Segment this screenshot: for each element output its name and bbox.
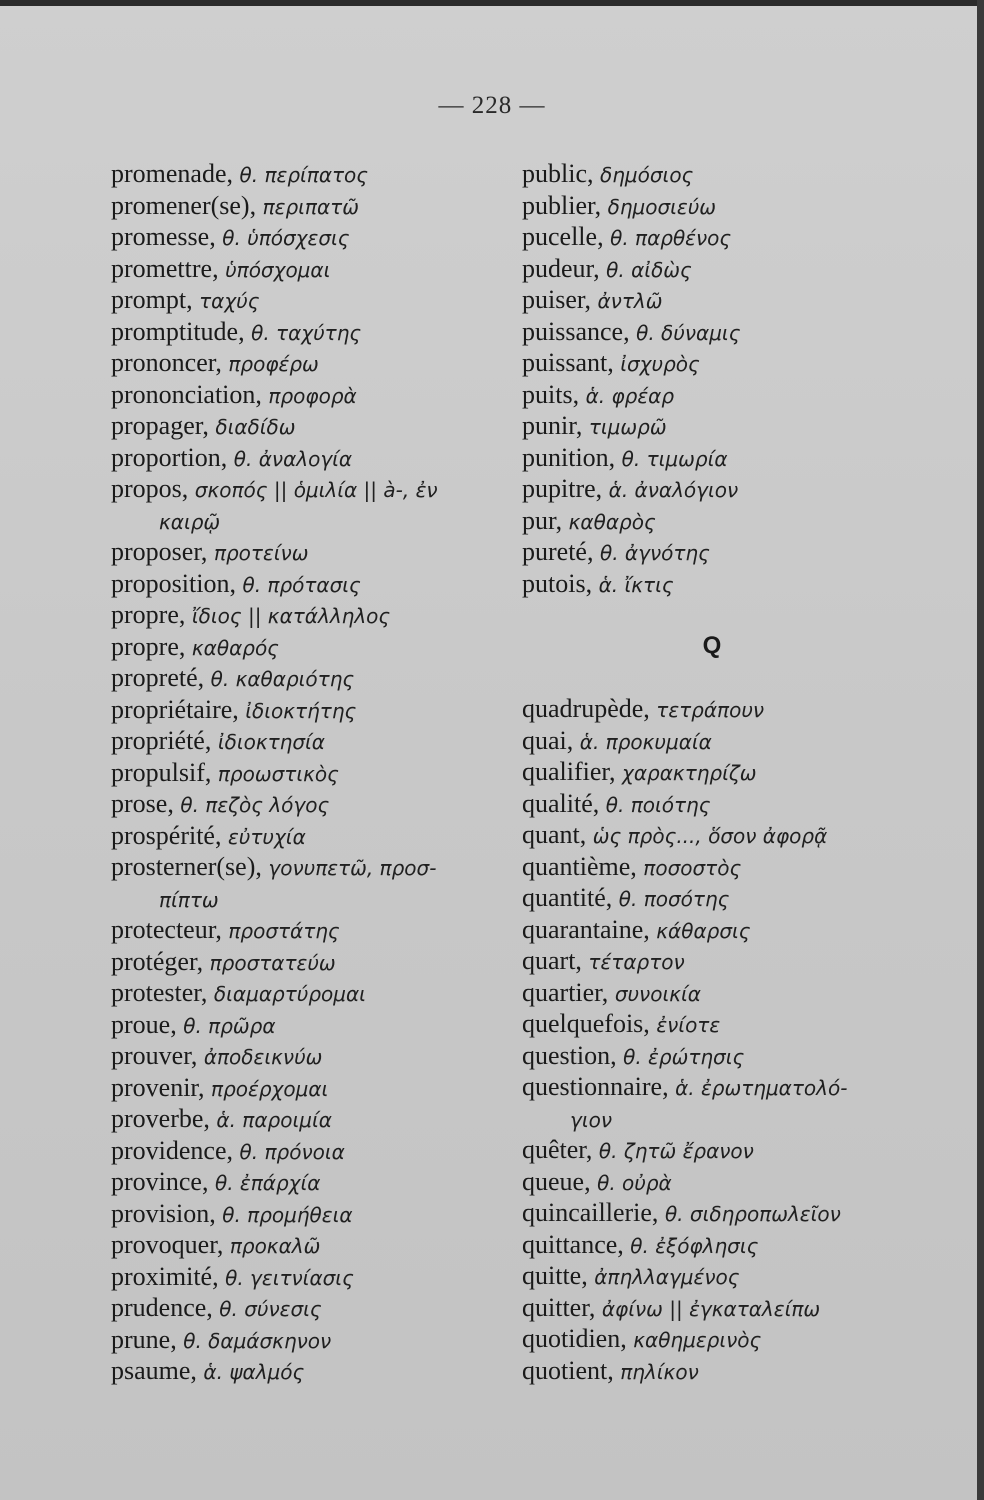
dictionary-entry <box>111 914 491 946</box>
dictionary-entry <box>522 882 942 914</box>
greek-translation: γιον <box>570 1107 613 1132</box>
headword: propre, <box>111 631 186 661</box>
dictionary-entry <box>522 568 942 600</box>
dictionary-entry <box>522 693 942 725</box>
greek-translation: θ. αἰδὼς <box>606 257 692 282</box>
headword: prouver, <box>111 1041 198 1070</box>
greek-translation: θ. σιδηροπωλεῖον <box>664 1202 841 1226</box>
headword: quartier, <box>522 977 609 1007</box>
greek-translation: διαμαρτύρομαι <box>213 982 366 1006</box>
headword: propre, <box>111 600 186 629</box>
headword: quotient, <box>522 1355 614 1385</box>
headword: puissance, <box>522 316 630 346</box>
dictionary-entry <box>111 410 491 442</box>
headword: prosterner(se), <box>111 852 262 881</box>
headword: prudence, <box>111 1293 213 1322</box>
dictionary-entry <box>111 536 491 568</box>
dictionary-entry <box>522 158 942 190</box>
headword: quai, <box>522 725 574 755</box>
greek-translation: δημοσιεύω <box>607 194 717 219</box>
page-number: — 228 — <box>438 92 546 119</box>
greek-translation: ἴδιος || κατάλληλος <box>191 604 391 628</box>
greek-translation: θ. πρῶρα <box>183 1013 276 1038</box>
section-letter-q: Q <box>702 632 722 659</box>
greek-translation: θ. ποιότης <box>605 792 711 817</box>
dictionary-entry <box>522 1166 942 1198</box>
greek-translation: θ. παρθένος <box>610 226 732 250</box>
dictionary-entry <box>111 946 491 978</box>
greek-translation: ἁ. ἴκτις <box>598 572 674 597</box>
headword: quadrupède, <box>522 694 650 723</box>
scan-top-edge <box>0 0 984 6</box>
entry-continuation <box>522 1103 942 1135</box>
greek-translation: ἁ. ἐρωτηματολό- <box>675 1076 848 1100</box>
headword: punir, <box>522 411 583 440</box>
headword: quincaillerie, <box>522 1198 659 1227</box>
dictionary-entry <box>522 725 942 757</box>
greek-translation: θ. περίπατος <box>239 163 369 187</box>
headword: qualité, <box>522 788 600 818</box>
dictionary-entry <box>522 1355 942 1387</box>
headword: qualifier, <box>522 757 616 786</box>
greek-translation: ἁ. παροιμία <box>216 1108 332 1132</box>
headword: protéger, <box>111 946 204 976</box>
greek-translation: πηλίκον <box>620 1359 699 1384</box>
headword: puits, <box>522 379 580 409</box>
dictionary-entry <box>111 253 491 285</box>
dictionary-entry <box>522 379 942 411</box>
dictionary-entry <box>111 442 491 474</box>
headword: propriétaire, <box>111 694 239 724</box>
greek-translation: καθαρὸς <box>568 509 656 534</box>
dictionary-entry <box>522 914 942 946</box>
dictionary-entry <box>111 788 491 820</box>
scan-right-edge <box>977 0 984 1500</box>
dictionary-entry <box>522 221 942 253</box>
dictionary-entry <box>522 945 942 977</box>
greek-translation: θ. τιμωρία <box>621 446 728 471</box>
headword: puissant, <box>522 348 614 377</box>
greek-translation: θ. ποσότης <box>618 887 730 911</box>
headword: punition, <box>522 442 616 472</box>
greek-translation: θ. ζητῶ ἔρανον <box>598 1139 754 1163</box>
headword: pur, <box>522 505 563 535</box>
greek-translation: θ. ἀναλογία <box>233 446 353 471</box>
dictionary-entry <box>111 1355 491 1387</box>
greek-translation: ἀπηλλαγμένος <box>594 1265 740 1289</box>
dictionary-entry <box>522 1040 942 1072</box>
dictionary-entry <box>111 568 491 600</box>
headword: queue, <box>522 1166 591 1196</box>
dictionary-entry <box>111 473 491 505</box>
headword: proximité, <box>111 1261 219 1291</box>
dictionary-entry <box>522 505 942 537</box>
dictionary-entry <box>111 1324 491 1356</box>
dictionary-entry <box>111 851 491 883</box>
greek-translation: ὡς πρὸς..., ὅσον ἀφορᾷ <box>592 824 828 848</box>
greek-translation: θ. ταχύτης <box>251 320 362 345</box>
headword: promesse, <box>111 222 216 251</box>
headword: proue, <box>111 1009 177 1039</box>
greek-translation: διαδίδω <box>215 415 296 439</box>
dictionary-entry <box>522 1134 942 1166</box>
greek-translation: προστατεύω <box>209 950 336 975</box>
greek-translation: προέρχομαι <box>211 1076 329 1101</box>
headword: promener(se), <box>111 190 257 220</box>
dictionary-entry <box>111 1261 491 1293</box>
headword: promenade, <box>111 159 234 188</box>
greek-translation: τέταρτον <box>588 950 685 974</box>
greek-translation: ἰσχυρὸς <box>620 352 700 376</box>
headword: putois, <box>522 568 593 598</box>
headword: provenir, <box>111 1072 205 1102</box>
dictionary-entry <box>111 631 491 663</box>
dictionary-entry <box>111 599 491 631</box>
greek-translation: ἁ. ἀναλόγιον <box>608 478 739 502</box>
greek-translation: προφέρω <box>228 352 319 376</box>
greek-translation: προκαλῶ <box>229 1234 321 1258</box>
dictionary-entry <box>522 190 942 222</box>
headword: providence, <box>111 1135 234 1165</box>
headword: quittance, <box>522 1229 624 1259</box>
greek-translation: σκοπός || ὁμιλία || à-, ἐν <box>194 478 438 502</box>
dictionary-entry <box>522 284 942 316</box>
headword: proverbe, <box>111 1104 210 1133</box>
greek-translation: γονυπετῶ, προσ- <box>268 856 437 880</box>
dictionary-entry <box>522 977 942 1009</box>
greek-translation: προτείνω <box>213 541 309 565</box>
greek-translation: προωστικὸς <box>217 761 339 786</box>
dictionary-entry <box>522 756 942 788</box>
greek-translation: πίπτω <box>159 887 219 912</box>
entry-continuation <box>111 505 491 537</box>
headword: public, <box>522 159 594 188</box>
headword: questionnaire, <box>522 1072 669 1101</box>
headword: proportion, <box>111 442 228 472</box>
dictionary-entry <box>522 1071 942 1103</box>
headword: pudeur, <box>522 253 600 283</box>
dictionary-entry <box>111 284 491 316</box>
greek-translation: εὐτυχία <box>227 824 306 849</box>
dictionary-entry <box>111 1166 491 1198</box>
greek-translation: ὑπόσχομαι <box>225 257 331 282</box>
dictionary-entry <box>522 316 942 348</box>
greek-translation: κάθαρσις <box>656 918 751 943</box>
dictionary-entry <box>522 851 942 883</box>
q-entries <box>522 693 942 1386</box>
greek-translation: ἀντλῶ <box>597 289 663 313</box>
dictionary-entry <box>111 1229 491 1261</box>
greek-translation: συνοικία <box>614 981 701 1006</box>
greek-translation: θ. καθαριότης <box>210 667 355 691</box>
greek-translation: δημόσιος <box>600 163 694 187</box>
greek-translation: θ. προμήθεια <box>222 1202 353 1227</box>
greek-translation: τετράπουν <box>656 698 765 722</box>
dictionary-entry <box>111 725 491 757</box>
greek-translation: ἁ. προκυμαία <box>579 729 712 754</box>
greek-translation: ἀφίνω || ἐγκαταλείπω <box>601 1296 821 1321</box>
headword: propreté, <box>111 663 205 692</box>
dictionary-entry <box>111 662 491 694</box>
dictionary-entry <box>111 221 491 253</box>
greek-translation: καθημερινὸς <box>633 1328 762 1352</box>
dictionary-entry <box>111 1072 491 1104</box>
dictionary-entry <box>522 1197 942 1229</box>
dictionary-entry <box>522 347 942 379</box>
dictionary-entry <box>111 190 491 222</box>
headword: quotidien, <box>522 1324 627 1353</box>
greek-translation: ἁ. ψαλμός <box>203 1360 305 1384</box>
dictionary-entry <box>111 757 491 789</box>
headword: propulsif, <box>111 757 212 787</box>
greek-translation: θ. ἀγνότης <box>599 541 710 565</box>
dictionary-entry <box>522 536 942 568</box>
dictionary-entry <box>522 410 942 442</box>
headword: prospérité, <box>111 820 222 850</box>
headword: proposition, <box>111 568 236 598</box>
dictionary-entry <box>111 316 491 348</box>
greek-translation: ποσοστὸς <box>643 855 742 880</box>
dictionary-entry <box>111 379 491 411</box>
dictionary-entry <box>522 442 942 474</box>
greek-translation: ἐνίοτε <box>656 1013 721 1037</box>
headword: promptitude, <box>111 316 245 346</box>
dictionary-entry <box>111 1040 491 1072</box>
dictionary-entry <box>522 1229 942 1261</box>
headword: pureté, <box>522 537 594 566</box>
dictionary-entry <box>111 158 491 190</box>
headword: pupitre, <box>522 474 603 503</box>
headword: prose, <box>111 789 174 818</box>
greek-translation: καθαρός <box>191 635 279 660</box>
greek-translation: θ. ἐξόφλησις <box>630 1233 759 1258</box>
headword: prune, <box>111 1324 177 1354</box>
dictionary-entry <box>111 1135 491 1167</box>
greek-translation: θ. γειτνίασις <box>225 1265 354 1290</box>
headword: quitter, <box>522 1292 596 1322</box>
headword: provision, <box>111 1198 216 1228</box>
dictionary-entry <box>111 977 491 1009</box>
headword: province, <box>111 1167 209 1196</box>
greek-translation: θ. ὑπόσχεσις <box>222 226 350 250</box>
greek-translation: καιρῷ <box>159 509 221 534</box>
headword: psaume, <box>111 1356 197 1385</box>
dictionary-entry <box>111 1198 491 1230</box>
greek-translation: θ. οὐρὰ <box>597 1170 672 1195</box>
greek-translation: ἰδιοκτησία <box>217 730 325 754</box>
headword: pucelle, <box>522 222 604 251</box>
dictionary-entry <box>111 694 491 726</box>
headword: promettre, <box>111 253 219 283</box>
greek-translation: ἰδιοκτήτης <box>245 698 357 723</box>
dictionary-entry <box>522 1008 942 1040</box>
dictionary-entry <box>522 788 942 820</box>
headword: prononcer, <box>111 348 222 377</box>
dictionary-entry <box>522 1323 942 1355</box>
headword: prompt, <box>111 285 193 314</box>
greek-translation: ἁ. φρέαρ <box>585 383 675 408</box>
greek-translation: θ. ἐρώτησις <box>623 1044 745 1069</box>
left-column <box>111 158 491 1387</box>
headword: quarantaine, <box>522 914 650 944</box>
headword: propager, <box>111 411 209 440</box>
greek-translation: τιμωρῶ <box>588 415 667 439</box>
greek-translation: περιπατῶ <box>262 194 359 219</box>
headword: quart, <box>522 946 582 975</box>
headword: protester, <box>111 978 208 1007</box>
dictionary-entry <box>111 347 491 379</box>
headword: quantité, <box>522 883 613 912</box>
headword: quantième, <box>522 851 637 881</box>
right-column <box>522 158 942 1386</box>
greek-translation: θ. πρόνοια <box>239 1139 345 1164</box>
headword: quelquefois, <box>522 1009 650 1038</box>
greek-translation: ἀποδεικνύω <box>203 1045 323 1069</box>
headword: publier, <box>522 190 602 220</box>
headword: propriété, <box>111 726 212 755</box>
dictionary-entry <box>522 253 942 285</box>
greek-translation: θ. πεζὸς λόγος <box>180 793 330 817</box>
entry-continuation <box>111 883 491 915</box>
dictionary-entry <box>111 820 491 852</box>
headword: quant, <box>522 820 587 849</box>
dictionary-entry <box>111 1009 491 1041</box>
headword: protecteur, <box>111 915 222 944</box>
headword: prononciation, <box>111 379 262 409</box>
greek-translation: χαρακτηρίζω <box>622 761 757 785</box>
dictionary-entry <box>111 1103 491 1135</box>
dictionary-entry <box>522 1260 942 1292</box>
greek-translation: θ. δύναμις <box>636 320 741 345</box>
dictionary-entry <box>522 819 942 851</box>
greek-translation: θ. σύνεσις <box>219 1297 322 1321</box>
headword: quêter, <box>522 1135 593 1164</box>
p-entries <box>522 158 942 599</box>
greek-translation: προφορὰ <box>268 383 357 408</box>
headword: provoquer, <box>111 1230 224 1259</box>
headword: puiser, <box>522 285 591 314</box>
headword: quitte, <box>522 1261 588 1290</box>
headword: question, <box>522 1040 617 1070</box>
headword: proposer, <box>111 537 208 566</box>
dictionary-entry <box>522 1292 942 1324</box>
greek-translation: θ. ἐπάρχία <box>214 1171 321 1195</box>
dictionary-entry <box>522 473 942 505</box>
greek-translation: θ. δαμάσκηνον <box>183 1328 332 1353</box>
dictionary-entry <box>111 1292 491 1324</box>
greek-translation: προστάτης <box>228 919 340 943</box>
greek-translation: θ. πρότασις <box>242 572 361 597</box>
headword: propos, <box>111 474 189 503</box>
greek-translation: ταχύς <box>199 289 260 313</box>
